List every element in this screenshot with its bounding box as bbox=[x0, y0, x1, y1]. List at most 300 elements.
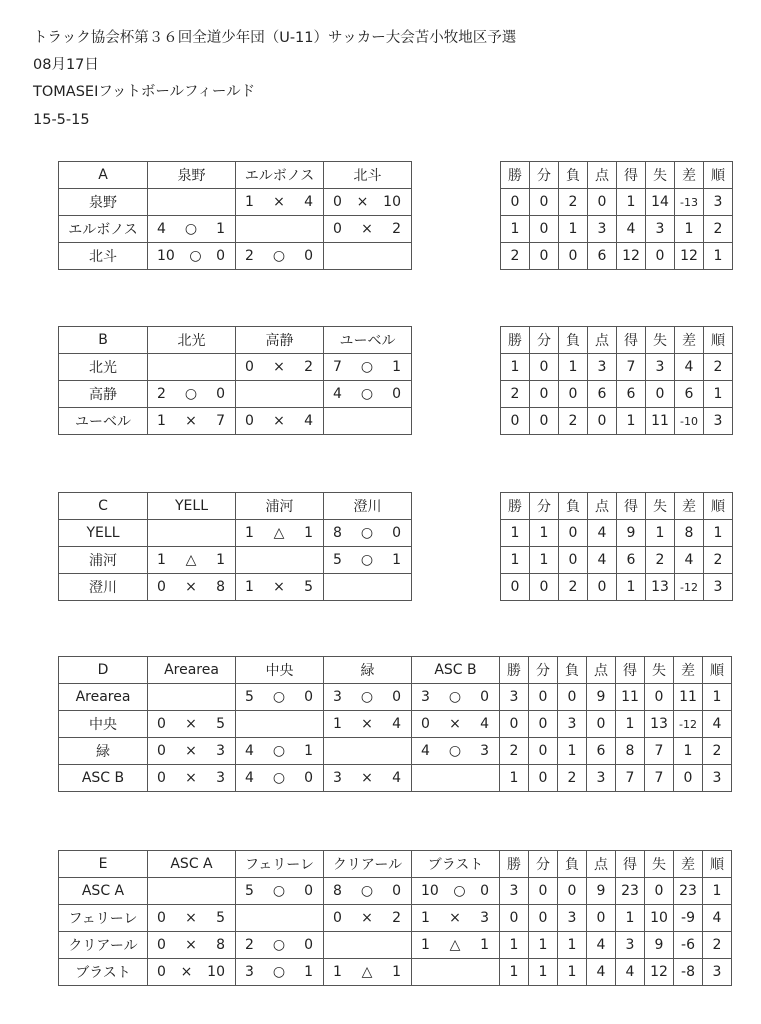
goal-count: 7 bbox=[333, 359, 342, 375]
score-line bbox=[148, 248, 235, 264]
goal-count: 0 bbox=[245, 413, 254, 429]
goal-count: 0 bbox=[216, 386, 225, 402]
stat-cell: 1 bbox=[501, 216, 530, 243]
table-row bbox=[59, 408, 412, 435]
result-cell bbox=[148, 738, 236, 765]
goal-count: 5 bbox=[333, 552, 342, 568]
table-row bbox=[501, 243, 733, 270]
stat-cell: 2 bbox=[703, 932, 732, 959]
stat-cell: 4 bbox=[675, 547, 704, 574]
result-cell bbox=[148, 878, 236, 905]
stat-cell: -10 bbox=[675, 408, 704, 435]
result-mark: × bbox=[356, 194, 369, 210]
stat-header: 分 bbox=[530, 327, 559, 354]
stat-cell: 1 bbox=[559, 354, 588, 381]
team-name: エルボノス bbox=[59, 216, 148, 243]
goal-count: 2 bbox=[392, 221, 401, 237]
stat-cell: 0 bbox=[500, 905, 529, 932]
goal-count: 0 bbox=[157, 910, 166, 926]
table-row bbox=[59, 216, 412, 243]
stat-header: 勝 bbox=[501, 493, 530, 520]
table-row bbox=[59, 243, 412, 270]
stat-cell: 1 bbox=[530, 520, 559, 547]
result-mark: △ bbox=[273, 525, 285, 541]
table-row bbox=[501, 354, 733, 381]
stat-cell: 1 bbox=[559, 216, 588, 243]
goal-count: 0 bbox=[304, 770, 313, 786]
result-mark: × bbox=[185, 579, 197, 595]
goal-count: 3 bbox=[245, 964, 254, 980]
result-cell bbox=[236, 243, 324, 270]
result-cell bbox=[148, 574, 236, 601]
result-mark: ○ bbox=[360, 883, 374, 899]
result-cell bbox=[324, 547, 412, 574]
score-line bbox=[324, 716, 411, 732]
standings-table-b bbox=[500, 326, 733, 435]
stat-cell: 8 bbox=[616, 738, 645, 765]
stat-cell: 3 bbox=[704, 574, 733, 601]
result-cell bbox=[148, 932, 236, 959]
result-cell bbox=[324, 408, 412, 435]
result-cell bbox=[236, 878, 324, 905]
goal-count: 10 bbox=[157, 248, 175, 264]
stat-header: 負 bbox=[558, 851, 587, 878]
stat-cell: 0 bbox=[588, 408, 617, 435]
result-mark: × bbox=[185, 743, 197, 759]
result-mark: ○ bbox=[272, 689, 286, 705]
stat-cell: 3 bbox=[588, 354, 617, 381]
stat-header: 失 bbox=[645, 657, 674, 684]
goal-count: 1 bbox=[216, 552, 225, 568]
team-header: Arearea bbox=[148, 657, 236, 684]
stat-cell: 0 bbox=[587, 711, 616, 738]
result-cell bbox=[324, 905, 412, 932]
team-header: ブラスト bbox=[412, 851, 500, 878]
goal-count: 1 bbox=[245, 525, 254, 541]
table-row bbox=[59, 959, 732, 986]
team-header: クリアール bbox=[324, 851, 412, 878]
result-mark: × bbox=[361, 910, 373, 926]
stat-cell: 1 bbox=[500, 959, 529, 986]
goal-count: 10 bbox=[383, 194, 401, 210]
score-line bbox=[324, 770, 411, 786]
goal-count: 5 bbox=[304, 579, 313, 595]
goal-count: 5 bbox=[245, 883, 254, 899]
table-row bbox=[501, 189, 733, 216]
score-line bbox=[236, 194, 323, 210]
stat-cell: 1 bbox=[675, 216, 704, 243]
stat-header: 得 bbox=[617, 493, 646, 520]
team-name: ASC A bbox=[59, 878, 148, 905]
stat-cell: 6 bbox=[587, 738, 616, 765]
team-header: ユーベル bbox=[324, 327, 412, 354]
score-line bbox=[324, 525, 411, 541]
stat-cell: 3 bbox=[703, 959, 732, 986]
stat-cell: 1 bbox=[558, 959, 587, 986]
score-line bbox=[148, 964, 235, 980]
score-line bbox=[148, 413, 235, 429]
stat-cell: 23 bbox=[674, 878, 703, 905]
stat-cell: 0 bbox=[530, 408, 559, 435]
stat-cell: 9 bbox=[587, 684, 616, 711]
result-mark: × bbox=[273, 579, 285, 595]
result-cell bbox=[236, 711, 324, 738]
goal-count: 0 bbox=[157, 937, 166, 953]
header-row bbox=[59, 327, 412, 354]
stat-cell: 0 bbox=[530, 243, 559, 270]
stat-cell: 3 bbox=[500, 684, 529, 711]
goal-count: 0 bbox=[480, 883, 489, 899]
stat-header: 差 bbox=[674, 657, 703, 684]
stat-cell: 1 bbox=[501, 547, 530, 574]
result-cell bbox=[148, 408, 236, 435]
stat-cell: 0 bbox=[530, 189, 559, 216]
stat-cell: 0 bbox=[529, 684, 558, 711]
group-table-e bbox=[58, 850, 732, 986]
stat-cell: 3 bbox=[500, 878, 529, 905]
goal-count: 8 bbox=[216, 579, 225, 595]
result-mark: × bbox=[185, 716, 197, 732]
stat-cell: 0 bbox=[559, 520, 588, 547]
score-line bbox=[236, 770, 323, 786]
goal-count: 0 bbox=[216, 248, 225, 264]
goal-count: 3 bbox=[216, 743, 225, 759]
stat-header: 分 bbox=[530, 493, 559, 520]
result-cell bbox=[148, 189, 236, 216]
stat-cell: 1 bbox=[500, 765, 529, 792]
score-line bbox=[236, 964, 323, 980]
team-name: クリアール bbox=[59, 932, 148, 959]
stat-cell: 1 bbox=[529, 932, 558, 959]
stat-cell: 6 bbox=[617, 547, 646, 574]
result-mark: × bbox=[185, 770, 197, 786]
stat-cell: 7 bbox=[617, 354, 646, 381]
stat-cell: 2 bbox=[703, 738, 732, 765]
stat-header: 勝 bbox=[500, 851, 529, 878]
goal-count: 1 bbox=[157, 552, 166, 568]
stat-cell: 3 bbox=[703, 765, 732, 792]
stat-cell: 2 bbox=[646, 547, 675, 574]
stat-cell: 1 bbox=[703, 878, 732, 905]
stat-cell: 0 bbox=[674, 765, 703, 792]
goal-count: 8 bbox=[333, 525, 342, 541]
result-mark: × bbox=[361, 770, 373, 786]
header-row bbox=[501, 162, 733, 189]
result-mark: × bbox=[449, 910, 461, 926]
stat-cell: 6 bbox=[588, 381, 617, 408]
team-header: ASC B bbox=[412, 657, 500, 684]
stat-cell: 3 bbox=[558, 711, 587, 738]
result-cell bbox=[236, 354, 324, 381]
stat-cell: 4 bbox=[588, 547, 617, 574]
result-cell bbox=[324, 765, 412, 792]
result-mark: ○ bbox=[360, 689, 374, 705]
goal-count: 2 bbox=[245, 248, 254, 264]
team-header: 緑 bbox=[324, 657, 412, 684]
stat-cell: 3 bbox=[558, 905, 587, 932]
goal-count: 4 bbox=[333, 386, 342, 402]
result-cell bbox=[324, 520, 412, 547]
goal-count: 10 bbox=[421, 883, 439, 899]
score-line bbox=[412, 883, 499, 899]
goal-count: 3 bbox=[421, 689, 430, 705]
stat-cell: -13 bbox=[675, 189, 704, 216]
result-cell bbox=[148, 243, 236, 270]
stat-cell: 0 bbox=[588, 574, 617, 601]
result-cell bbox=[412, 905, 500, 932]
goal-count: 1 bbox=[245, 194, 254, 210]
stat-header: 勝 bbox=[501, 327, 530, 354]
stat-cell: 4 bbox=[703, 711, 732, 738]
result-cell bbox=[148, 520, 236, 547]
goal-count: 1 bbox=[421, 910, 430, 926]
header-row bbox=[59, 657, 732, 684]
table-row bbox=[501, 408, 733, 435]
goal-count: 0 bbox=[333, 221, 342, 237]
result-mark: × bbox=[180, 964, 193, 980]
stat-cell: 0 bbox=[646, 381, 675, 408]
stat-cell: 2 bbox=[704, 547, 733, 574]
goal-count: 1 bbox=[392, 964, 401, 980]
stat-cell: 2 bbox=[704, 354, 733, 381]
group-table-c bbox=[58, 492, 412, 601]
score-line bbox=[412, 716, 499, 732]
stat-header: 順 bbox=[703, 851, 732, 878]
stat-cell: 1 bbox=[646, 520, 675, 547]
result-cell bbox=[236, 189, 324, 216]
goal-count: 1 bbox=[392, 552, 401, 568]
stat-header: 負 bbox=[558, 657, 587, 684]
stat-header: 分 bbox=[529, 851, 558, 878]
score-line bbox=[324, 910, 411, 926]
stat-header: 得 bbox=[617, 327, 646, 354]
stat-cell: 0 bbox=[530, 381, 559, 408]
stat-cell: 0 bbox=[587, 905, 616, 932]
goal-count: 0 bbox=[392, 883, 401, 899]
goal-count: 0 bbox=[304, 689, 313, 705]
stat-cell: 4 bbox=[703, 905, 732, 932]
stat-cell: 0 bbox=[559, 547, 588, 574]
stat-cell: 9 bbox=[587, 878, 616, 905]
stat-cell: 2 bbox=[559, 189, 588, 216]
stat-header: 順 bbox=[704, 493, 733, 520]
goal-count: 4 bbox=[245, 743, 254, 759]
result-cell bbox=[324, 243, 412, 270]
goal-count: 1 bbox=[304, 964, 313, 980]
stat-header: 失 bbox=[646, 493, 675, 520]
result-mark: ○ bbox=[360, 525, 374, 541]
result-mark: ○ bbox=[448, 689, 462, 705]
stat-cell: 2 bbox=[559, 408, 588, 435]
result-mark: △ bbox=[361, 964, 373, 980]
stat-cell: 0 bbox=[558, 878, 587, 905]
result-cell bbox=[412, 932, 500, 959]
goal-count: 2 bbox=[157, 386, 166, 402]
team-name: 北光 bbox=[59, 354, 148, 381]
result-cell bbox=[324, 354, 412, 381]
result-cell bbox=[148, 216, 236, 243]
stat-cell: 0 bbox=[558, 684, 587, 711]
stat-cell: 2 bbox=[559, 574, 588, 601]
result-cell bbox=[148, 354, 236, 381]
team-header: 泉野 bbox=[148, 162, 236, 189]
goal-count: 1 bbox=[480, 937, 489, 953]
stat-cell: 0 bbox=[559, 381, 588, 408]
goal-count: 1 bbox=[245, 579, 254, 595]
stat-header: 点 bbox=[588, 162, 617, 189]
stat-cell: 3 bbox=[704, 189, 733, 216]
stat-cell: 4 bbox=[587, 959, 616, 986]
score-line bbox=[324, 552, 411, 568]
team-header: 北光 bbox=[148, 327, 236, 354]
stat-header: 差 bbox=[675, 327, 704, 354]
result-mark: ○ bbox=[184, 386, 198, 402]
team-header: 高静 bbox=[236, 327, 324, 354]
goal-count: 5 bbox=[216, 716, 225, 732]
stat-header: 失 bbox=[645, 851, 674, 878]
stat-cell: 0 bbox=[588, 189, 617, 216]
table-row bbox=[59, 932, 732, 959]
goal-count: 2 bbox=[304, 359, 313, 375]
score-line bbox=[412, 937, 499, 953]
stat-cell: 0 bbox=[530, 574, 559, 601]
stat-header: 順 bbox=[703, 657, 732, 684]
result-mark: ○ bbox=[189, 248, 202, 264]
goal-count: 0 bbox=[304, 883, 313, 899]
stat-cell: -12 bbox=[675, 574, 704, 601]
group-label: D bbox=[59, 657, 148, 684]
stat-cell: 0 bbox=[529, 711, 558, 738]
result-cell bbox=[324, 959, 412, 986]
goal-count: 0 bbox=[304, 937, 313, 953]
result-mark: △ bbox=[449, 937, 461, 953]
stat-cell: 12 bbox=[645, 959, 674, 986]
team-name: Arearea bbox=[59, 684, 148, 711]
team-name: 浦河 bbox=[59, 547, 148, 574]
result-mark: ○ bbox=[360, 386, 374, 402]
table-row bbox=[59, 878, 732, 905]
result-mark: × bbox=[449, 716, 461, 732]
stat-header: 点 bbox=[588, 493, 617, 520]
stat-cell: 0 bbox=[529, 905, 558, 932]
header-row bbox=[59, 493, 412, 520]
stat-cell: 1 bbox=[617, 189, 646, 216]
standings-table-a bbox=[500, 161, 733, 270]
score-line bbox=[324, 194, 411, 210]
goal-count: 0 bbox=[333, 910, 342, 926]
result-cell bbox=[236, 684, 324, 711]
group-label: B bbox=[59, 327, 148, 354]
stat-cell: 6 bbox=[675, 381, 704, 408]
stat-cell: 2 bbox=[501, 243, 530, 270]
stat-cell: 0 bbox=[501, 189, 530, 216]
group-table-a bbox=[58, 161, 412, 270]
venue-name: TOMASEIフットボールフィールド bbox=[33, 84, 256, 100]
header-row bbox=[59, 851, 732, 878]
goal-count: 0 bbox=[157, 579, 166, 595]
stat-cell: 2 bbox=[704, 216, 733, 243]
goal-count: 4 bbox=[392, 770, 401, 786]
result-cell bbox=[324, 738, 412, 765]
stat-cell: 0 bbox=[530, 216, 559, 243]
stat-cell: 4 bbox=[616, 959, 645, 986]
table-row bbox=[501, 574, 733, 601]
score-line bbox=[236, 525, 323, 541]
result-cell bbox=[148, 547, 236, 574]
goal-count: 0 bbox=[421, 716, 430, 732]
stat-cell: 7 bbox=[645, 765, 674, 792]
table-row bbox=[501, 216, 733, 243]
goal-count: 5 bbox=[216, 910, 225, 926]
table-row bbox=[59, 189, 412, 216]
result-mark: ○ bbox=[272, 964, 286, 980]
score-line bbox=[148, 770, 235, 786]
stat-header: 失 bbox=[646, 162, 675, 189]
stat-cell: 0 bbox=[645, 684, 674, 711]
score-line bbox=[324, 883, 411, 899]
stat-header: 得 bbox=[616, 657, 645, 684]
stat-cell: 4 bbox=[617, 216, 646, 243]
stat-cell: 1 bbox=[558, 932, 587, 959]
stat-cell: 4 bbox=[675, 354, 704, 381]
score-line bbox=[236, 248, 323, 264]
goal-count: 3 bbox=[333, 689, 342, 705]
stat-cell: 1 bbox=[617, 574, 646, 601]
goal-count: 1 bbox=[333, 716, 342, 732]
result-cell bbox=[148, 959, 236, 986]
result-mark: ○ bbox=[272, 883, 286, 899]
stat-cell: 4 bbox=[587, 932, 616, 959]
team-header: エルボノス bbox=[236, 162, 324, 189]
stat-cell: 13 bbox=[645, 711, 674, 738]
tournament-title: トラック協会杯第３６回全道少年団（U-11）サッカー大会苫小牧地区予選 bbox=[33, 30, 517, 46]
stat-header: 順 bbox=[704, 162, 733, 189]
result-cell bbox=[412, 765, 500, 792]
stat-cell: 0 bbox=[529, 765, 558, 792]
stat-cell: 3 bbox=[704, 408, 733, 435]
result-cell bbox=[148, 711, 236, 738]
team-header: 中央 bbox=[236, 657, 324, 684]
stat-cell: 3 bbox=[616, 932, 645, 959]
stat-cell: 2 bbox=[500, 738, 529, 765]
result-mark: ○ bbox=[272, 743, 286, 759]
stat-cell: 1 bbox=[558, 738, 587, 765]
stat-cell: 0 bbox=[529, 738, 558, 765]
goal-count: 5 bbox=[245, 689, 254, 705]
team-header: フェリーレ bbox=[236, 851, 324, 878]
result-cell bbox=[236, 547, 324, 574]
stat-cell: -8 bbox=[674, 959, 703, 986]
group-label: C bbox=[59, 493, 148, 520]
stat-header: 分 bbox=[529, 657, 558, 684]
stat-cell: 10 bbox=[645, 905, 674, 932]
goal-count: 1 bbox=[421, 937, 430, 953]
stat-header: 勝 bbox=[500, 657, 529, 684]
result-mark: ○ bbox=[184, 221, 198, 237]
stat-cell: 3 bbox=[646, 216, 675, 243]
result-cell bbox=[324, 932, 412, 959]
table-row bbox=[59, 738, 732, 765]
stat-cell: 7 bbox=[645, 738, 674, 765]
score-line bbox=[324, 359, 411, 375]
result-cell bbox=[236, 381, 324, 408]
stat-cell: 3 bbox=[646, 354, 675, 381]
result-mark: ○ bbox=[272, 248, 286, 264]
stat-cell: 0 bbox=[530, 354, 559, 381]
stat-header: 負 bbox=[559, 493, 588, 520]
goal-count: 4 bbox=[392, 716, 401, 732]
table-row bbox=[59, 520, 412, 547]
